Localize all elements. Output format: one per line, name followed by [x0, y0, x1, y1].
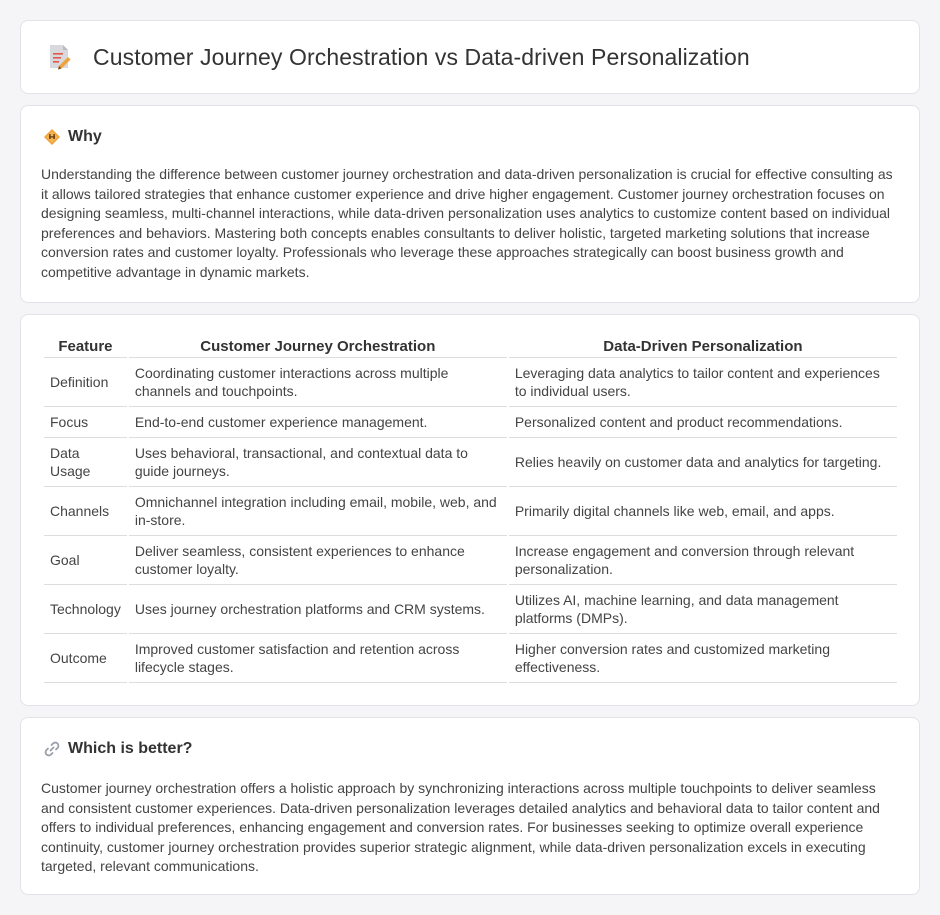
cjo-cell: Deliver seamless, consistent experiences to enhance customer loyalty. — [129, 536, 507, 585]
table-row — [44, 536, 897, 585]
why-heading: Why — [68, 128, 102, 145]
ddp-cell: Personalized content and product recommendations. — [509, 407, 897, 438]
feature-cell: Data Usage — [44, 438, 127, 487]
feature-cell: Focus — [44, 407, 127, 438]
better-text: Customer journey orchestration offers a holistic approach by synchronizing interactions across multiple touchpoints to deliver seamless and consistent customer experiences. Data-driven personalization leverages detailed analytics and behavioral data to tailor content and offers to individual preferences, enhancing engagement and conversion rates. For businesses seeking to optimize overall experience continuity, customer journey orchestration provides superior strategic alignment, while data-driven personalization excels in executing targeted, relevant communications. — [41, 780, 880, 874]
feature-cell: Definition — [44, 358, 127, 407]
header-customer-journey-orchestration: Customer Journey Orchestration — [129, 334, 507, 358]
feature-cell: Technology — [44, 585, 127, 634]
cjo-cell: Omnichannel integration including email, mobile, web, and in-store. — [129, 487, 507, 536]
table-row — [44, 634, 897, 683]
table-row — [44, 585, 897, 634]
document-edit-icon — [47, 44, 71, 70]
why-section — [20, 105, 920, 303]
feature-cell: Channels — [44, 487, 127, 536]
better-heading: Which is better? — [68, 740, 193, 757]
ddp-cell: Primarily digital channels like web, email, and apps. — [509, 487, 897, 536]
feature-cell: Goal — [44, 536, 127, 585]
warning-diamond-icon — [43, 128, 61, 146]
cjo-cell: Coordinating customer interactions across multiple channels and touchpoints. — [129, 358, 507, 407]
header-data-driven-personalization: Data-Driven Personalization — [509, 334, 897, 358]
why-header — [43, 128, 102, 146]
table-row — [44, 487, 897, 536]
ddp-cell: Increase engagement and conversion through relevant personalization. — [509, 536, 897, 585]
cjo-cell: Uses behavioral, transactional, and contextual data to guide journeys. — [129, 438, 507, 487]
which-is-better-section — [20, 717, 920, 895]
why-text: Understanding the difference between customer journey orchestration and data-driven personalization is crucial for effective consulting as it allows tailored strategies that enhance customer experience and drive higher engagement. Customer journey orchestration focuses on designing seamless, multi-channel interactions, while data-driven personalization uses analytics to customize content based on individual preferences and behaviors. Mastering both concepts enables consultants to deliver holistic, targeted marketing solutions that increase conversion rates and customer loyalty. Professionals who leverage these approaches strategically can boost business growth and competitive advantage in dynamic markets. — [41, 166, 893, 280]
ddp-cell: Utilizes AI, machine learning, and data management platforms (DMPs). — [509, 585, 897, 634]
comparison-section — [20, 314, 920, 706]
table-row — [44, 407, 897, 438]
better-header — [43, 740, 192, 758]
ddp-cell: Higher conversion rates and customized marketing effectiveness. — [509, 634, 897, 683]
header-feature: Feature — [44, 334, 127, 358]
ddp-cell: Leveraging data analytics to tailor content and experiences to individual users. — [509, 358, 897, 407]
cjo-cell: Uses journey orchestration platforms and CRM systems. — [129, 585, 507, 634]
comparison-table — [42, 334, 899, 683]
table-row — [44, 438, 897, 487]
table-header-row — [44, 334, 897, 358]
cjo-cell: Improved customer satisfaction and retention across lifecycle stages. — [129, 634, 507, 683]
ddp-cell: Relies heavily on customer data and analytics for targeting. — [509, 438, 897, 487]
link-icon — [43, 740, 61, 758]
cjo-cell: End-to-end customer experience management. — [129, 407, 507, 438]
page-title: Customer Journey Orchestration vs Data-driven Personalization — [93, 43, 750, 70]
title-card — [20, 20, 920, 94]
feature-cell: Outcome — [44, 634, 127, 683]
table-row — [44, 358, 897, 407]
